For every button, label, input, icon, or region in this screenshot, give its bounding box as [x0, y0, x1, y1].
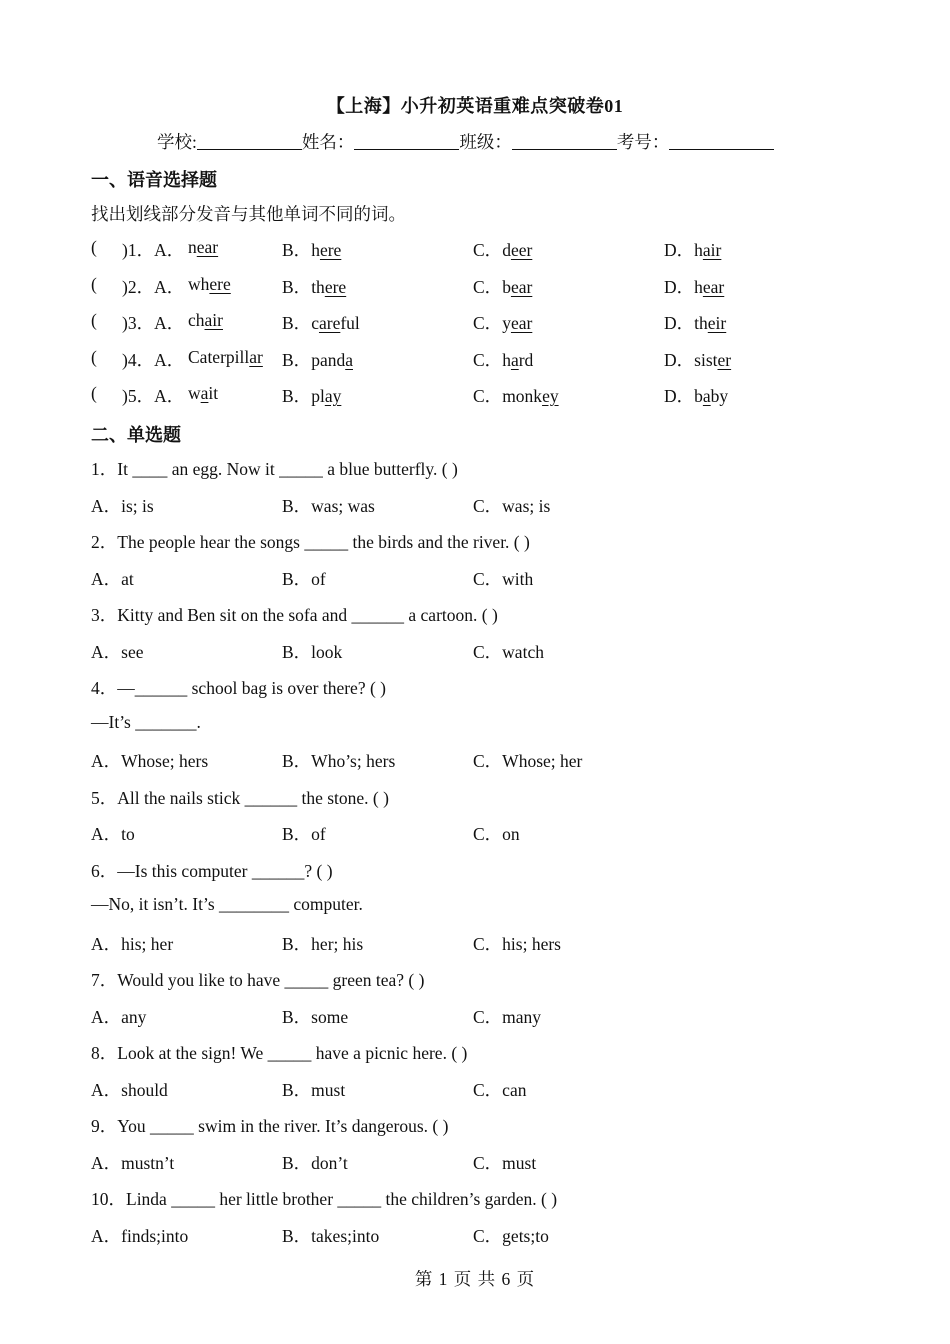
- question-stem: 10．Linda _____ her little brother _____ the children’s garden. ( ): [91, 1189, 558, 1209]
- underlined-letters: ear: [510, 313, 533, 333]
- answer-paren[interactable]: (: [91, 310, 97, 330]
- option-text: c: [311, 313, 319, 333]
- option-text: ch: [188, 310, 205, 330]
- phonetics-option: [473, 274, 532, 299]
- option-text: h: [694, 240, 703, 260]
- phonetics-option: [664, 310, 726, 335]
- answer-option[interactable]: A．mustn’t: [91, 1153, 175, 1173]
- underlined-letters: ere: [209, 274, 231, 294]
- answer-option[interactable]: A．is; is: [91, 496, 154, 516]
- option-text: monk: [502, 386, 543, 406]
- exam-title: 【上海】小升初英语重难点突破卷01: [326, 96, 624, 116]
- question-number: )2．A．: [122, 277, 185, 297]
- option-text: h: [694, 277, 703, 297]
- answer-option[interactable]: B．must: [282, 1080, 346, 1100]
- options-row: [91, 493, 891, 519]
- underlined-letters: ay: [324, 386, 342, 406]
- phonetics-option: [282, 383, 341, 408]
- phonetics-option: [473, 383, 559, 408]
- phonetics-option: [282, 237, 341, 262]
- phonetics-option: [282, 347, 353, 372]
- option-text: pl: [311, 386, 325, 406]
- question-number: )1．A．: [122, 240, 185, 260]
- underlined-letters: ear: [702, 277, 725, 297]
- option-text: D．: [664, 313, 695, 333]
- question-answer-line: —It’s _______.: [91, 712, 201, 732]
- answer-option[interactable]: B．of: [282, 569, 326, 589]
- underlined-letters: eir: [707, 313, 727, 333]
- class-label: 班级：: [459, 132, 512, 152]
- answer-option[interactable]: B．Who’s; hers: [282, 751, 396, 771]
- answer-option[interactable]: C．watch: [473, 642, 544, 662]
- option-text: wh: [188, 274, 210, 294]
- section2-heading: 二、单选题: [91, 425, 181, 445]
- options-row: [91, 639, 891, 665]
- answer-option[interactable]: C．was; is: [473, 496, 551, 516]
- phonetics-question: [91, 274, 891, 300]
- answer-option[interactable]: A．finds;into: [91, 1226, 189, 1246]
- option-text: D．: [664, 277, 695, 297]
- question-stem: 3．Kitty and Ben sit on the sofa and ______ a cartoon. ( ): [91, 605, 498, 625]
- question-stem: 7．Would you like to have _____ green tea? ( ): [91, 970, 425, 990]
- underlined-letters: a: [702, 386, 711, 406]
- underlined-letters: a: [200, 383, 209, 403]
- answer-option[interactable]: A．should: [91, 1080, 168, 1100]
- option-text: th: [694, 313, 708, 333]
- options-row: [91, 1077, 891, 1103]
- answer-option[interactable]: C．must: [473, 1153, 537, 1173]
- phonetics-option: [282, 310, 360, 335]
- question-stem: 6．—Is this computer ______? ( ): [91, 861, 333, 881]
- phonetics-option: [188, 347, 263, 368]
- option-text: h: [311, 240, 320, 260]
- answer-option[interactable]: B．was; was: [282, 496, 375, 516]
- option-text: h: [502, 350, 511, 370]
- underlined-letters: air: [702, 240, 722, 260]
- answer-option[interactable]: B．takes;into: [282, 1226, 380, 1246]
- name-blank[interactable]: [354, 131, 459, 150]
- answer-option[interactable]: C．Whose; her: [473, 751, 583, 771]
- class-blank[interactable]: [512, 131, 617, 150]
- page-footer: 第 1 页 共 6 页: [414, 1269, 536, 1289]
- question-stem: 1．It ____ an egg. Now it _____ a blue butterfly. ( ): [91, 459, 458, 479]
- phonetics-option: [282, 274, 346, 299]
- options-row: [91, 1223, 891, 1249]
- answer-option[interactable]: B．some: [282, 1007, 349, 1027]
- options-row: [91, 931, 891, 957]
- underlined-letters: eer: [510, 240, 533, 260]
- phonetics-option: [664, 237, 721, 262]
- answer-paren[interactable]: (: [91, 383, 97, 403]
- school-blank[interactable]: [197, 131, 302, 150]
- option-text: B．: [282, 240, 312, 260]
- option-text: C．: [473, 240, 503, 260]
- answer-option[interactable]: C．many: [473, 1007, 542, 1027]
- section1-instruction: 找出划线部分发音与其他单词不同的词。: [91, 204, 406, 224]
- student-info-line: [157, 129, 857, 154]
- options-row: [91, 566, 891, 592]
- answer-paren[interactable]: (: [91, 347, 97, 367]
- question-stem: 2．The people hear the songs _____ the birds and the river. ( ): [91, 532, 530, 552]
- answer-option[interactable]: A．any: [91, 1007, 147, 1027]
- answer-option[interactable]: B．look: [282, 642, 343, 662]
- underlined-letters: ar: [249, 347, 263, 367]
- phonetics-option: [188, 383, 218, 404]
- option-text: b: [694, 386, 703, 406]
- underlined-letters: ey: [542, 386, 559, 406]
- underlined-letters: are: [318, 313, 341, 333]
- question-number: )3．A．: [122, 313, 185, 333]
- option-text: B．: [282, 386, 312, 406]
- answer-paren[interactable]: (: [91, 237, 97, 257]
- phonetics-question: [91, 347, 891, 373]
- option-text: by: [710, 386, 729, 406]
- answer-option[interactable]: B．don’t: [282, 1153, 348, 1173]
- phonetics-option: [188, 274, 231, 295]
- option-text: rd: [518, 350, 534, 370]
- phonetics-option: [188, 310, 223, 331]
- underlined-letters: ear: [510, 277, 533, 297]
- option-text: D．: [664, 386, 695, 406]
- answer-option[interactable]: B．of: [282, 824, 326, 844]
- options-row: [91, 748, 891, 774]
- answer-option[interactable]: C．gets;to: [473, 1226, 549, 1246]
- phonetics-question: [91, 310, 891, 336]
- option-text: y: [502, 313, 511, 333]
- answer-paren[interactable]: (: [91, 274, 97, 294]
- section1-heading: 一、语音选择题: [91, 170, 217, 190]
- option-text: B．: [282, 350, 312, 370]
- option-text: C．: [473, 277, 503, 297]
- question-stem: 9．You _____ swim in the river. It’s dangerous. ( ): [91, 1116, 449, 1136]
- options-row: [91, 821, 891, 847]
- phonetics-option: [473, 310, 532, 335]
- phonetics-option: [473, 237, 532, 262]
- option-text: pand: [311, 350, 346, 370]
- exam-number-blank[interactable]: [669, 131, 774, 150]
- question-number: )5．A．: [122, 386, 185, 406]
- option-text: w: [188, 383, 201, 403]
- underlined-letters: ear: [196, 237, 219, 257]
- answer-option[interactable]: A．his; her: [91, 934, 174, 954]
- options-row: [91, 1004, 891, 1030]
- option-text: D．: [664, 350, 695, 370]
- phonetics-option: [188, 237, 218, 258]
- option-text: n: [188, 237, 197, 257]
- underlined-letters: a: [510, 350, 519, 370]
- option-text: C．: [473, 350, 503, 370]
- option-text: th: [311, 277, 325, 297]
- answer-option[interactable]: C．with: [473, 569, 534, 589]
- option-text: ful: [340, 313, 360, 333]
- underlined-letters: er: [717, 350, 732, 370]
- phonetics-question: [91, 237, 891, 263]
- underlined-letters: a: [345, 350, 353, 370]
- underlined-letters: air: [204, 310, 223, 330]
- option-text: B．: [282, 313, 312, 333]
- answer-option[interactable]: A．Whose; hers: [91, 751, 209, 771]
- option-text: C．: [473, 386, 503, 406]
- answer-option[interactable]: C．on: [473, 824, 520, 844]
- option-text: it: [208, 383, 219, 403]
- option-text: Caterpill: [188, 347, 250, 367]
- phonetics-option: [664, 274, 724, 299]
- name-label: 姓名：: [301, 132, 355, 152]
- school-label: 学校:: [157, 132, 197, 152]
- answer-option[interactable]: A．at: [91, 569, 134, 589]
- question-answer-line: —No, it isn’t. It’s ________ computer.: [91, 894, 363, 914]
- phonetics-option: [473, 347, 533, 372]
- exam-number-label: 考号：: [616, 132, 670, 152]
- option-text: sist: [694, 350, 718, 370]
- phonetics-question: [91, 383, 891, 409]
- phonetics-option: [664, 347, 731, 372]
- question-number: )4．A．: [122, 350, 185, 370]
- answer-option[interactable]: A．to: [91, 824, 135, 844]
- option-text: D．: [664, 240, 695, 260]
- options-row: [91, 1150, 891, 1176]
- question-stem: 5．All the nails stick ______ the stone. ( ): [91, 788, 389, 808]
- underlined-letters: ere: [319, 240, 342, 260]
- underlined-letters: ere: [324, 277, 347, 297]
- option-text: C．: [473, 313, 503, 333]
- answer-option[interactable]: C．can: [473, 1080, 527, 1100]
- option-text: d: [502, 240, 511, 260]
- option-text: b: [502, 277, 511, 297]
- question-stem: 8．Look at the sign! We _____ have a picnic here. ( ): [91, 1043, 468, 1063]
- option-text: B．: [282, 277, 312, 297]
- answer-option[interactable]: B．her; his: [282, 934, 364, 954]
- answer-option[interactable]: C．his; hers: [473, 934, 561, 954]
- question-stem: 4．—______ school bag is over there? ( ): [91, 678, 386, 698]
- answer-option[interactable]: A．see: [91, 642, 144, 662]
- phonetics-option: [664, 383, 728, 408]
